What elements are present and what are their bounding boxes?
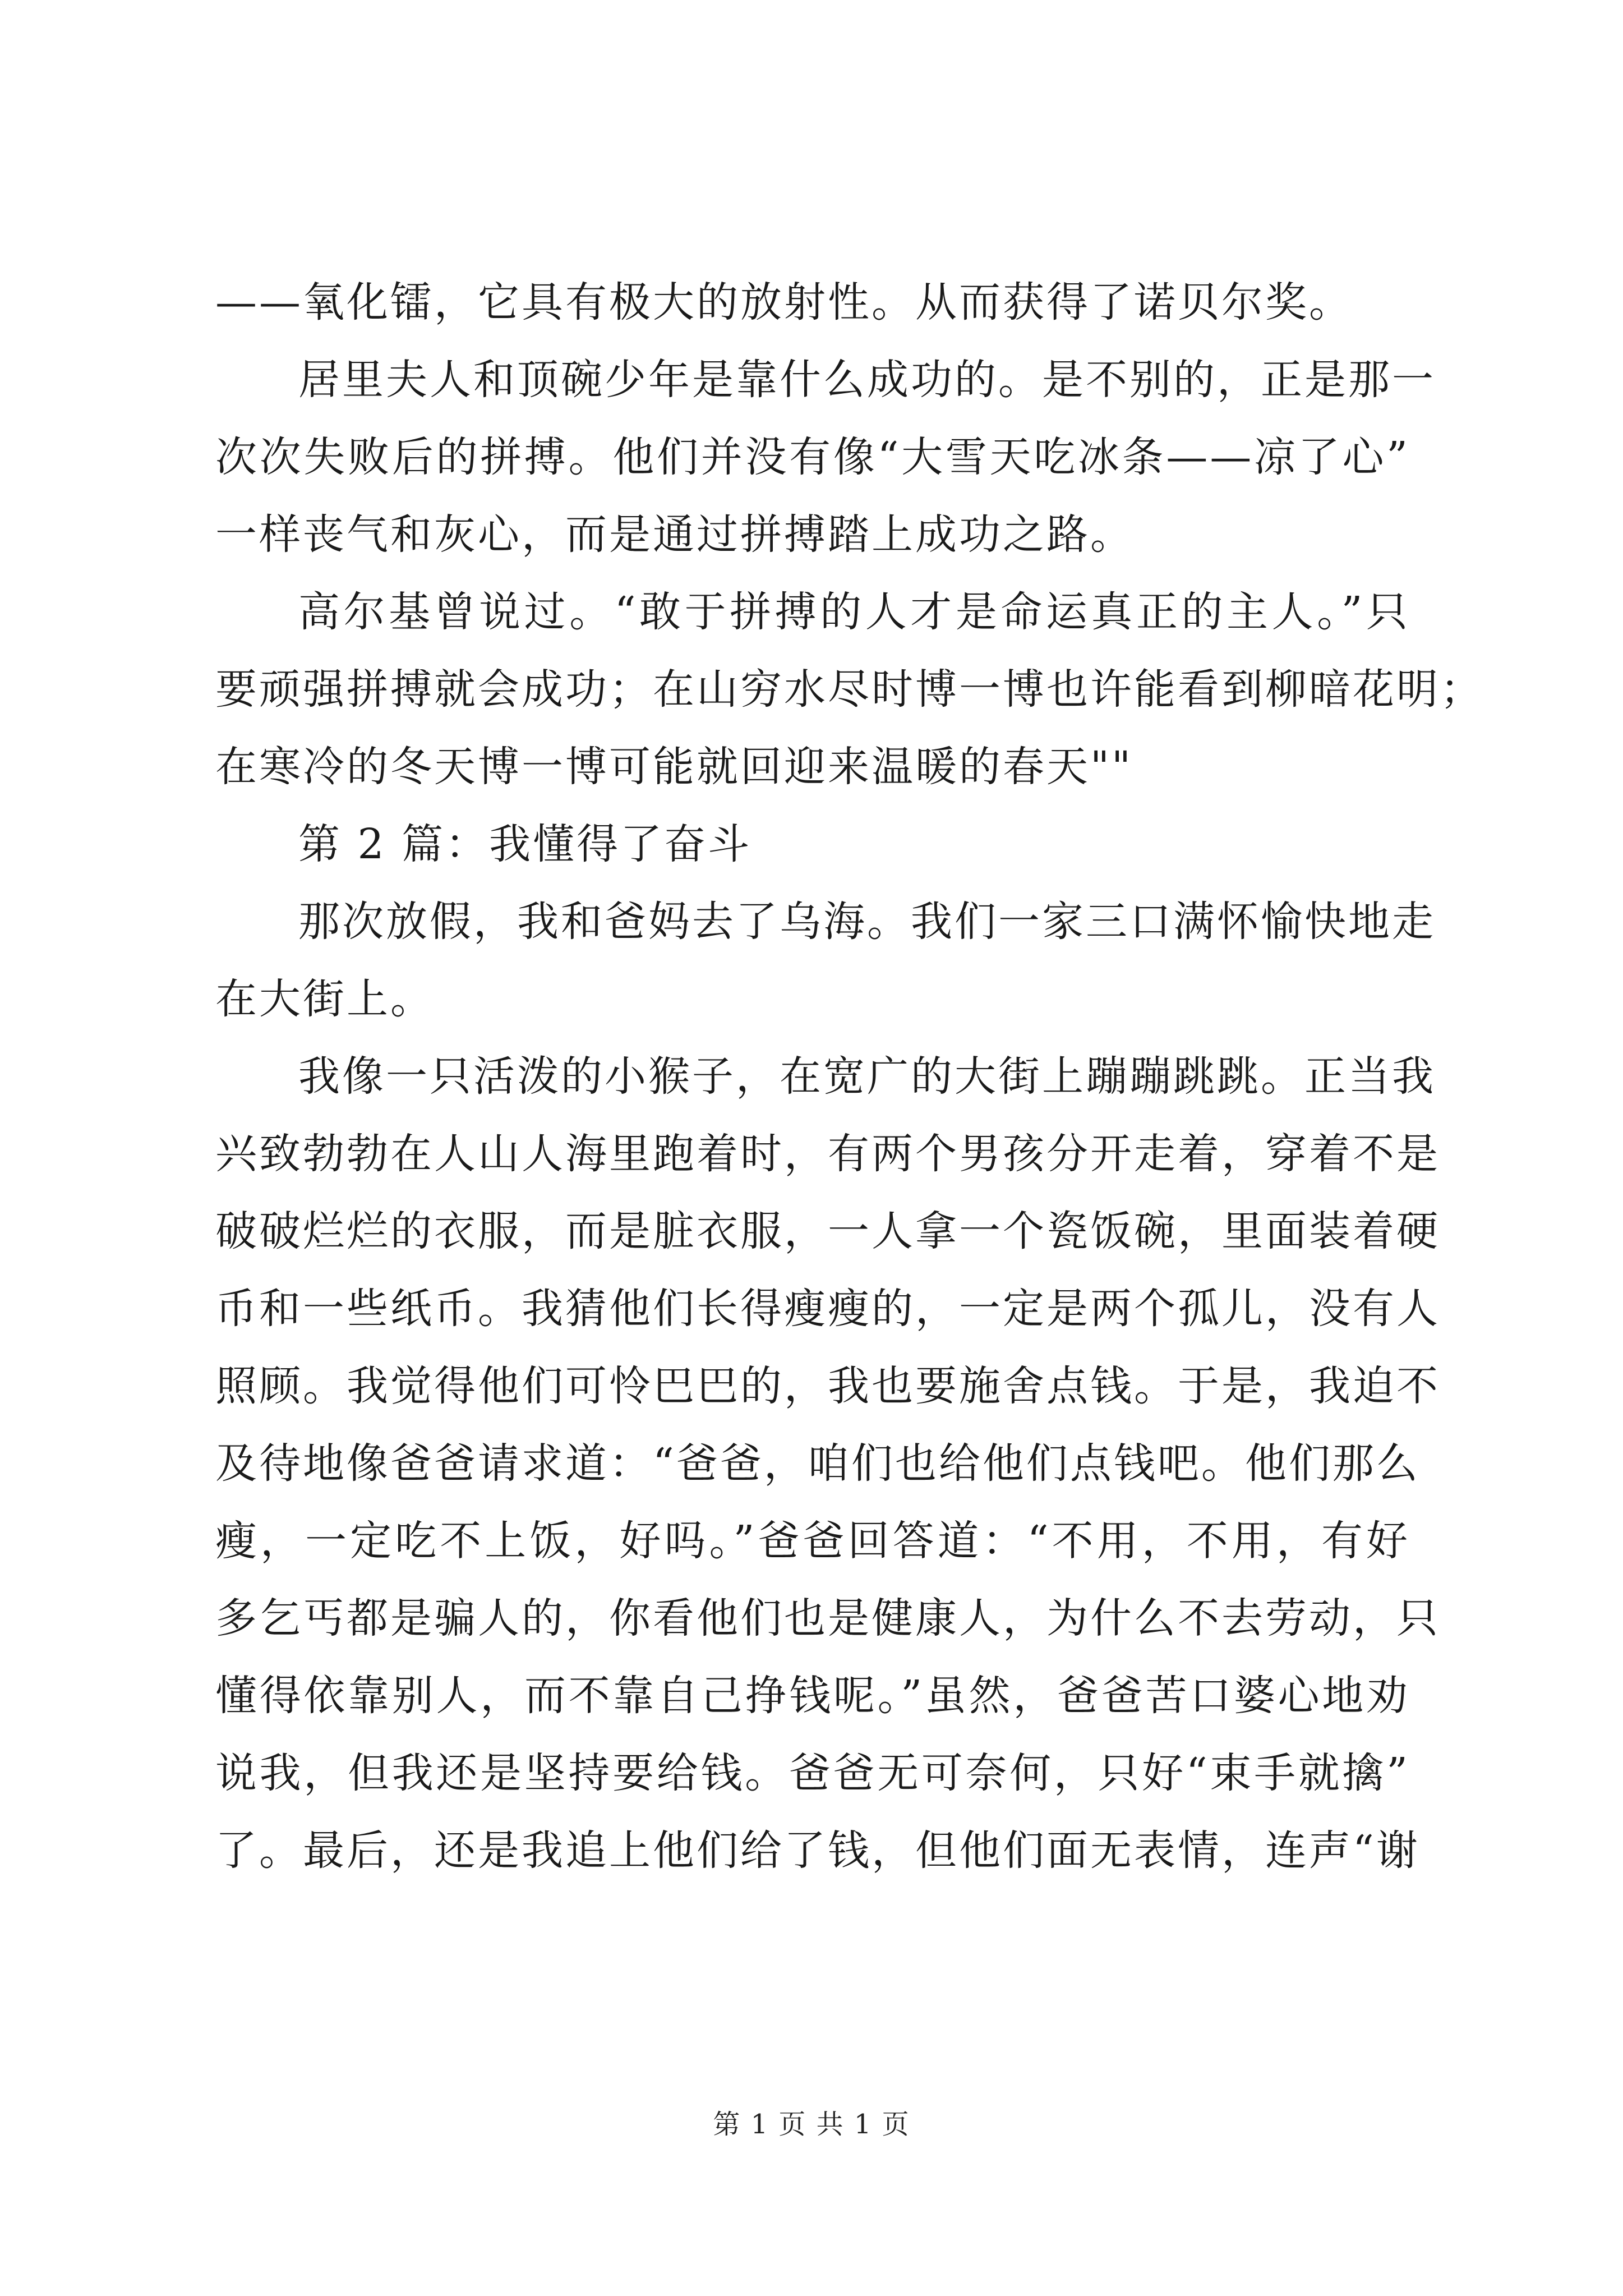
text-line: 懂得依靠别人，而不靠自己挣钱呢。”虽然，爸爸苦口婆心地劝	[215, 1672, 1410, 1720]
text-line: 瘦，一定吃不上饭，好吗。”爸爸回答道：“不用，不用，有好	[215, 1517, 1410, 1565]
paragraph	[215, 883, 1436, 1038]
text-line: 那次放假，我和爸妈去了乌海。我们一家三口满怀愉快地走	[298, 898, 1436, 946]
text-line: 多乞丐都是骗人的，你看他们也是健康人，为什么不去劳动，只	[215, 1594, 1440, 1642]
paragraph	[215, 1038, 1440, 1889]
text-line: 要顽强拼搏就会成功；在山穷水尽时博一博也许能看到柳暗花明；	[215, 665, 1484, 714]
section-heading	[215, 806, 1410, 883]
heading-text: 第 2 篇：我懂得了奋斗	[298, 820, 752, 868]
page-footer	[0, 2102, 1623, 2141]
text-line: 兴致勃勃在人山人海里跑着时，有两个男孩分开走着，穿着不是	[215, 1130, 1440, 1178]
text-line: 高尔基曾说过。“敢于拼搏的人才是命运真正的主人。”只	[298, 588, 1410, 636]
text-line: 一样丧气和灰心，而是通过拼搏踏上成功之路。	[215, 510, 1134, 559]
text-line: 照顾。我觉得他们可怜巴巴的，我也要施舍点钱。于是，我迫不	[215, 1362, 1440, 1410]
document-body	[215, 264, 1484, 1889]
paragraph	[215, 264, 1410, 341]
text-line: 次次失败后的拼搏。他们并没有像“大雪天吃冰条——凉了心”	[215, 433, 1410, 481]
text-line: 在大街上。	[215, 975, 434, 1023]
paragraph	[215, 573, 1484, 806]
text-line: 在寒冷的冬天博一博可能就回迎来温暖的春天""	[215, 743, 1133, 791]
text-line: 了。最后，还是我追上他们给了钱，但他们面无表情，连声“谢	[215, 1826, 1420, 1875]
text-line: 我像一只活泼的小猴子，在宽广的大街上蹦蹦跳跳。正当我	[298, 1052, 1436, 1101]
text-line: 居里夫人和顶碗少年是靠什么成功的。是不别的，正是那一	[298, 356, 1436, 404]
text-line: 破破烂烂的衣服，而是脏衣服，一人拿一个瓷饭碗，里面装着硬	[215, 1207, 1440, 1255]
page-number-label: 第 1 页 共 1 页	[713, 2109, 910, 2140]
text-line: 说我，但我还是坚持要给钱。爸爸无可奈何，只好“束手就擒”	[215, 1749, 1410, 1797]
text-line: 及待地像爸爸请求道：“爸爸，咱们也给他们点钱吧。他们那么	[215, 1439, 1420, 1488]
paragraph	[215, 341, 1436, 573]
text-line: 币和一些纸币。我猜他们长得瘦瘦的，一定是两个孤儿，没有人	[215, 1285, 1440, 1333]
text-line: ——氧化镭，它具有极大的放射性。从而获得了诺贝尔奖。	[215, 278, 1353, 326]
